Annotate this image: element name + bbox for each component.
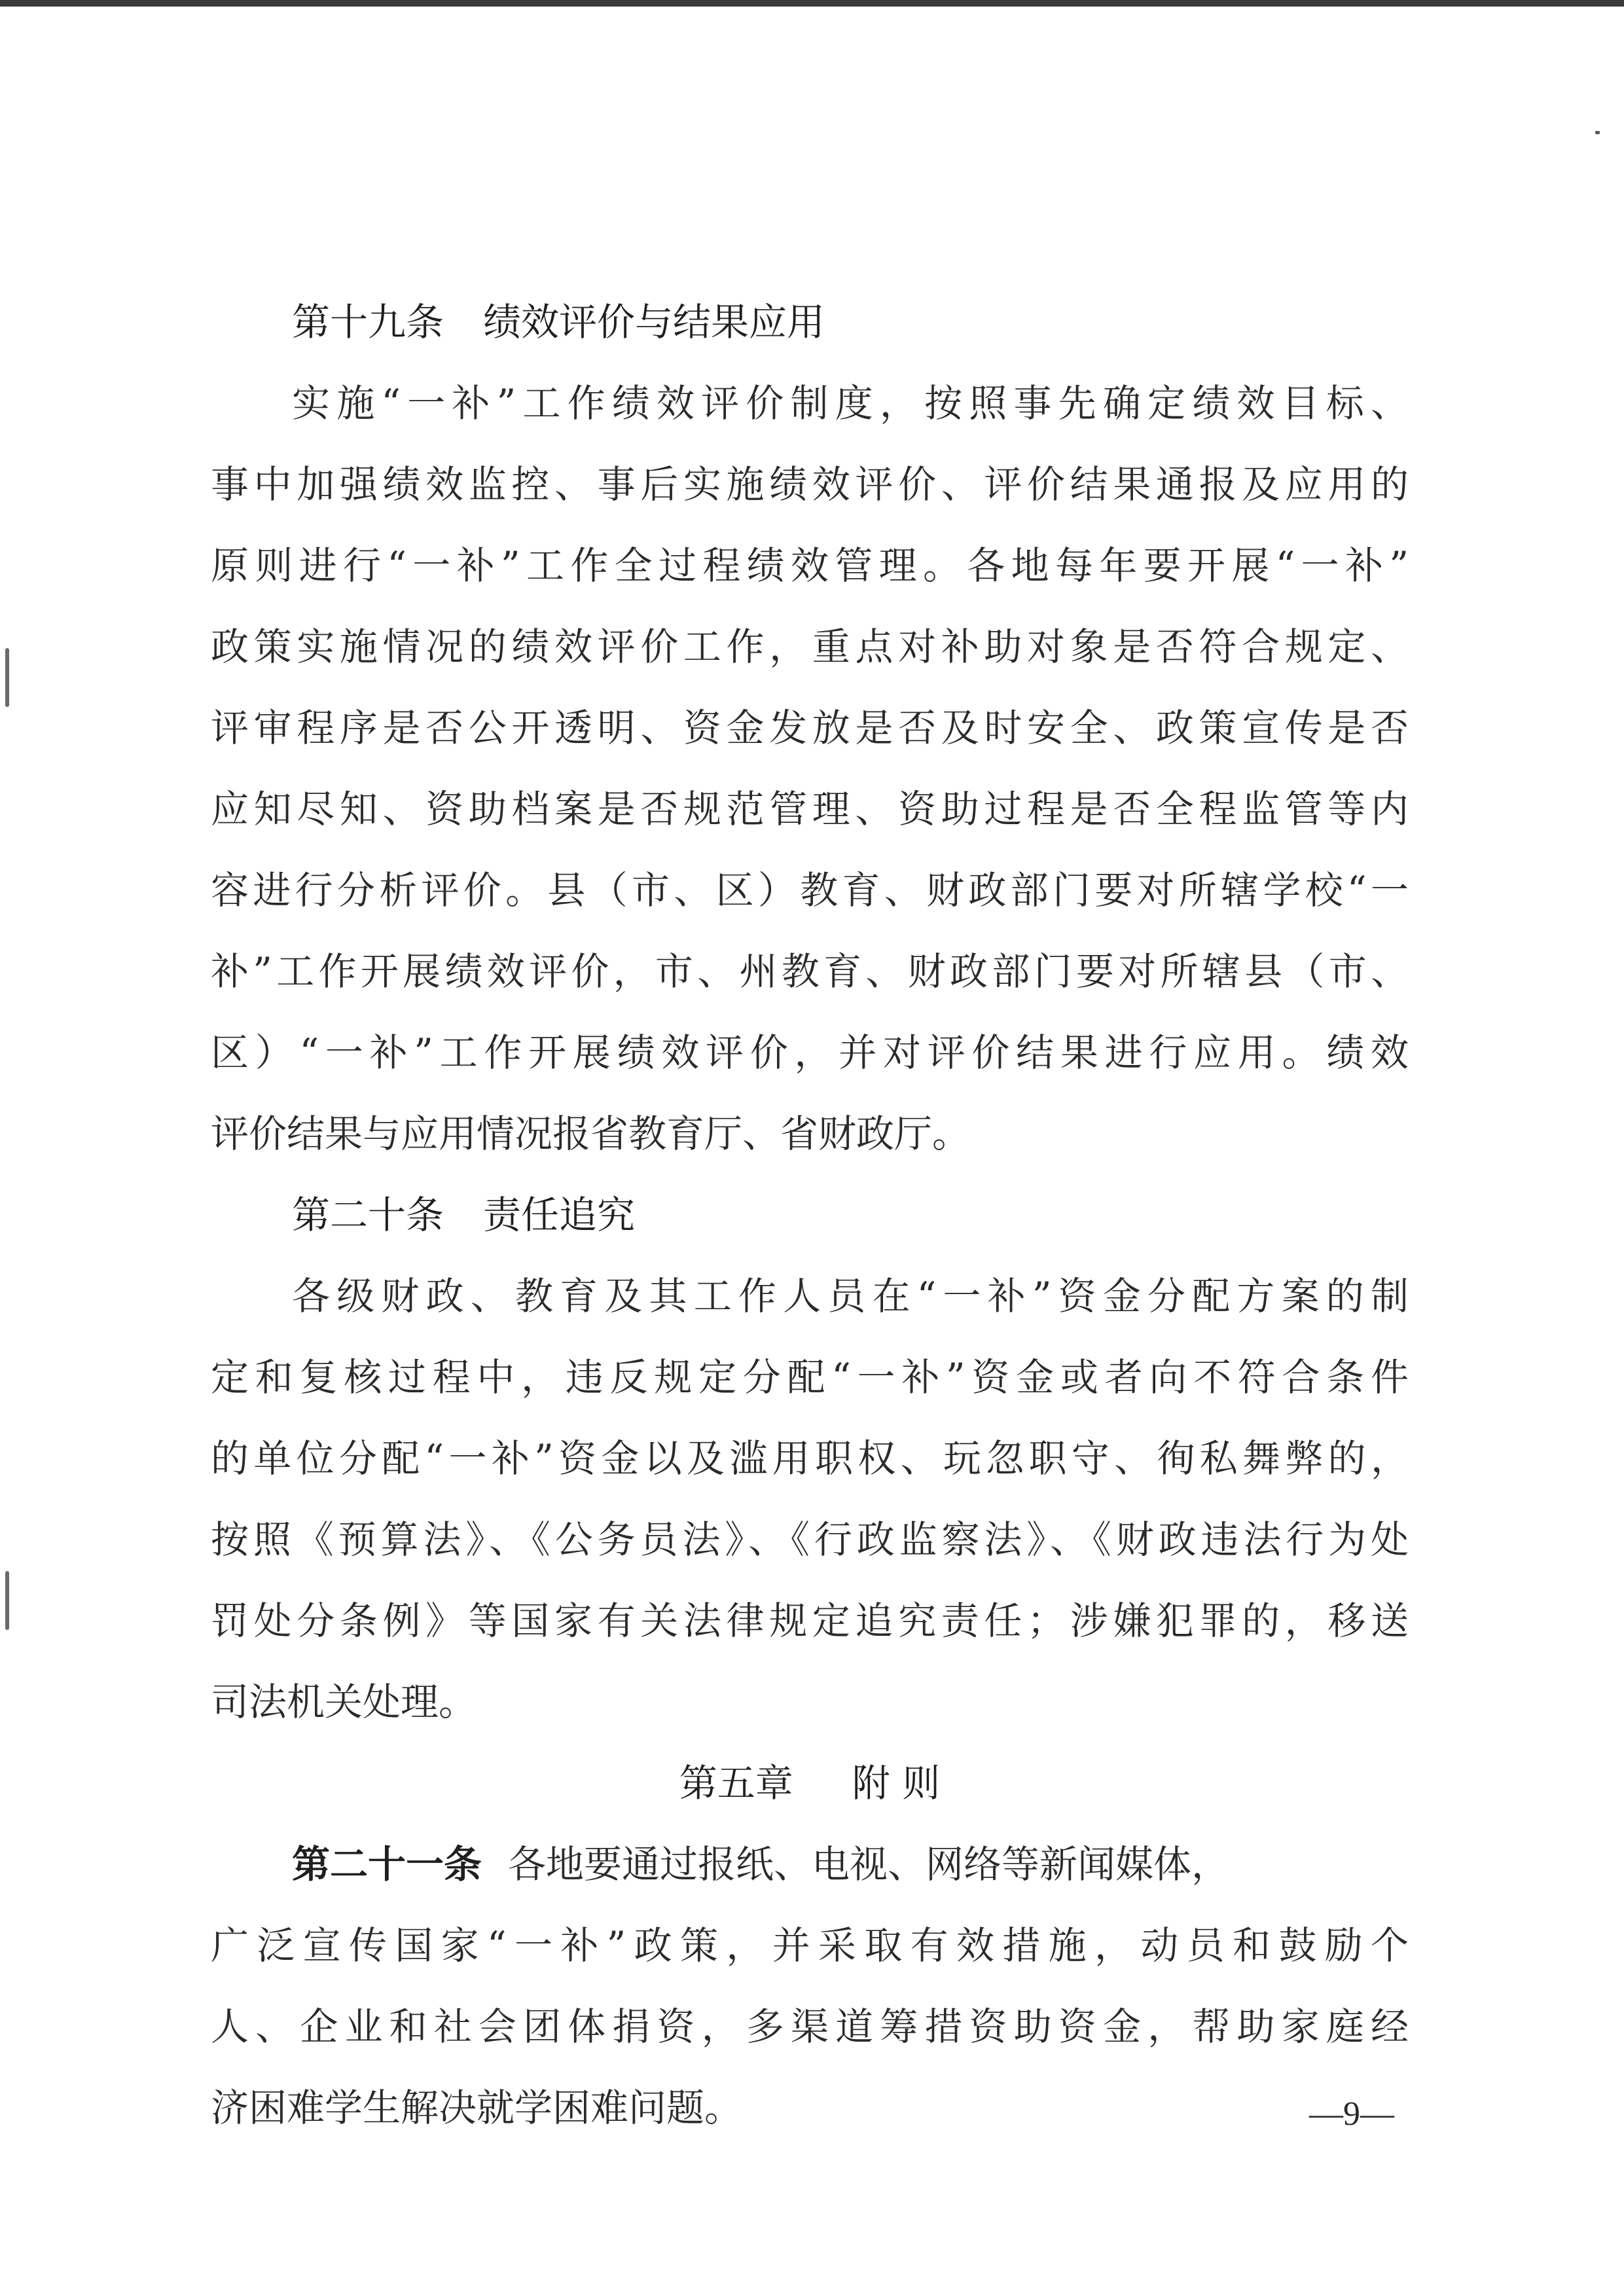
chapter-5-heading [211,1743,1409,1824]
article-19-line: 补”工作开展绩效评价，市、州教育、财政部门要对所辖县（市、 [211,949,1409,994]
article-20-line: 按照《预算法》、《公务员法》、《行政监察法》、《财政违法行为处 [211,1517,1409,1562]
article-19-line: 应知尽知、资助档案是否规范管理、资助过程是否全程监管等内 [211,787,1409,831]
article-21-line: 济困难学生解决就学困难问题。 [211,2086,743,2130]
document-page [211,281,1409,2148]
article-19-line: 评审程序是否公开透明、资金发放是否及时安全、政策宣传是否 [211,706,1409,750]
article-19-title: 绩效评价与结果应用 [483,300,825,344]
article-19-line: 政策实施情况的绩效评价工作，重点对补助对象是否符合规定、 [211,624,1409,669]
article-20-line: 的单位分配“一补”资金以及滥用职权、玩忽职守、徇私舞弊的， [211,1436,1409,1481]
binding-mark-1 [5,648,9,707]
article-21-number: 第二十一条 [292,1842,482,1887]
article-19-number: 第十九条 [292,300,444,344]
article-20-number: 第二十条 [292,1193,444,1237]
article-19-line: 评价结果与应用情况报省教育厅、省财政厅。 [211,1111,971,1156]
chapter-5-number: 第五章 [679,1761,793,1805]
article-20-line: 罚处分条例》等国家有关法律规定追究责任；涉嫌犯罪的，移送 [211,1599,1409,1643]
article-21-first-text: 各地要通过报纸、电视、网络等新闻媒体， [508,1842,1230,1887]
article-20-line: 司法机关处理。 [211,1680,477,1724]
page-number: —9— [1309,2095,1394,2133]
article-21-line: 人、企业和社会团体捐资，多渠道筹措资助资金，帮助家庭经 [211,2004,1409,2049]
article-19-line: 原则进行“一补”工作全过程绩效管理。各地每年要开展“一补” [211,543,1409,588]
article-20-title: 责任追究 [483,1193,636,1237]
chapter-5-title: 附 则 [852,1761,941,1805]
scan-edge [0,0,1624,7]
article-19-line: 容进行分析评价。县（市、区）教育、财政部门要对所辖学校“一 [211,868,1409,913]
article-21-first-line [211,1824,1409,1905]
article-21-line: 广泛宣传国家“一补”政策，并采取有效措施，动员和鼓励个 [211,1923,1409,1968]
article-20-line: 定和复核过程中，违反规定分配“一补”资金或者向不符合条件 [211,1355,1409,1400]
binding-mark-2 [5,1571,9,1630]
scan-speck [1595,131,1600,134]
article-19-heading [211,281,1409,363]
article-19-line: 区）“一补”工作开展绩效评价，并对评价结果进行应用。绩效 [211,1030,1409,1075]
article-20-line: 各级财政、教育及其工作人员在“一补”资金分配方案的制 [292,1274,1409,1318]
article-19-line: 实施“一补”工作绩效评价制度，按照事先确定绩效目标、 [292,381,1409,425]
article-20-heading [211,1174,1409,1256]
article-19-line: 事中加强绩效监控、事后实施绩效评价、评价结果通报及应用的 [211,462,1409,507]
